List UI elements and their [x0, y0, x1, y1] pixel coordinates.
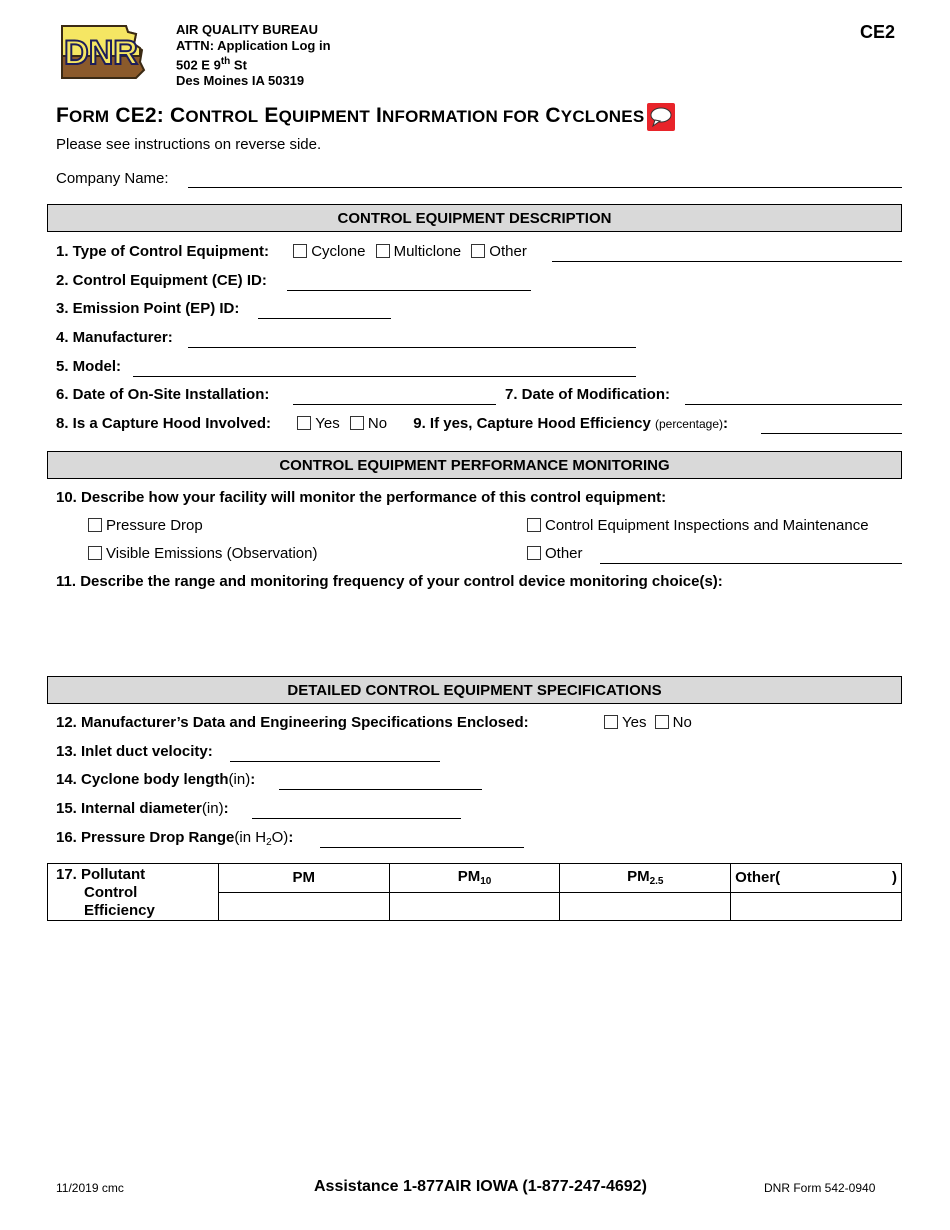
col-pm-text: PM: [292, 869, 316, 887]
visible-emissions-label: Visible Emissions (Observation): [106, 545, 318, 562]
q8-label: 8. Is a Capture Hood Involved:: [56, 415, 272, 432]
pressure-drop-option: [88, 515, 203, 537]
visible-emissions-checkbox[interactable]: [88, 546, 102, 560]
q11-label: 11. Describe the range and monitoring frequency of your control device monitoring choice(s):: [56, 573, 723, 590]
company-name-field[interactable]: [188, 187, 902, 188]
q2-label: 2. Control Equipment (CE) ID:: [56, 272, 267, 289]
pm25-efficiency-cell[interactable]: [560, 892, 731, 921]
street-number: 502 E 9: [176, 57, 221, 73]
q10-label: 10. Describe how your facility will monitor the performance of this control equipment:: [56, 489, 667, 506]
q13-row: [56, 741, 902, 763]
other-type-option-label: Other: [489, 243, 527, 260]
attn-line: ATTN: Application Log in: [176, 38, 331, 53]
q5-label: 5. Model:: [56, 358, 122, 375]
q16-unit: (in H: [234, 829, 267, 846]
title-seg: ORM: [69, 107, 110, 126]
cyclone-checkbox[interactable]: [293, 244, 307, 258]
q3-label: 3. Emission Point (EP) ID:: [56, 300, 240, 317]
q9-label: 9. If yes, Capture Hood Efficiency: [413, 415, 651, 432]
q14-unit: (in): [228, 771, 251, 788]
city-line: Des Moines IA 50319: [176, 73, 305, 89]
street-line: [176, 54, 331, 73]
q9-hint: (percentage): [654, 417, 724, 431]
title-seg: F: [56, 104, 70, 127]
form-code: CE2: [859, 22, 895, 42]
q4-label: 4. Manufacturer:: [56, 329, 173, 346]
hood-efficiency-field[interactable]: [761, 433, 902, 434]
pressure-drop-checkbox[interactable]: [88, 518, 102, 532]
table-label-line: Efficiency: [84, 902, 155, 919]
table-label-line: Control: [84, 884, 138, 901]
title-seg: I: [369, 104, 383, 127]
q12-row: [56, 712, 902, 734]
monitoring-description-area[interactable]: [56, 597, 902, 667]
body-length-field[interactable]: [279, 789, 482, 790]
q1-row: [56, 241, 902, 263]
title-seg: NFORMATION FOR: [382, 107, 540, 126]
instructions-note: Please see instructions on reverse side.: [56, 136, 322, 153]
pm-efficiency-cell[interactable]: [218, 892, 389, 921]
street-name: St: [230, 57, 247, 73]
visible-emissions-option: [88, 543, 317, 565]
specs-yes-label: Yes: [622, 714, 647, 731]
title-seg: YCLONES: [560, 107, 645, 126]
title-seg: C: [539, 104, 561, 127]
table-row-label: [48, 864, 219, 921]
q5-row: [56, 356, 902, 378]
q12-label: 12. Manufacturer’s Data and Engineering Specifications Enclosed:: [56, 714, 529, 731]
ce-id-field[interactable]: [287, 290, 531, 291]
agency-name: AIR QUALITY BUREAU: [176, 22, 319, 37]
other-type-checkbox[interactable]: [471, 244, 485, 258]
q16-unit-end: O): [271, 829, 289, 846]
modification-date-field[interactable]: [685, 404, 902, 405]
col-header-pm25: [560, 864, 731, 893]
col-other-open: Other(: [735, 869, 781, 887]
internal-diameter-field[interactable]: [252, 818, 461, 819]
q16-unit-sub: 2: [266, 837, 272, 848]
col-pm25-text: PM: [627, 868, 650, 886]
col-pm25-sub: 2.5: [649, 876, 664, 888]
q14-label: 14. Cyclone body length: [56, 771, 229, 788]
specs-no-checkbox[interactable]: [655, 715, 669, 729]
other-monitor-field[interactable]: [600, 563, 902, 564]
installation-date-field[interactable]: [293, 404, 496, 405]
q16-colon: :: [288, 829, 294, 846]
other-monitor-checkbox[interactable]: [527, 546, 541, 560]
title-seg: QUIPMENT: [278, 107, 370, 126]
specs-enclosed-options: [604, 712, 692, 734]
dnr-logo: [56, 22, 148, 82]
q13-label: 13. Inlet duct velocity:: [56, 743, 213, 760]
q16-label: 16. Pressure Drop Range: [56, 829, 235, 846]
pm10-efficiency-cell[interactable]: [389, 892, 560, 921]
multiclone-option-label: Multiclone: [393, 243, 462, 260]
footer-form-number: DNR Form 542-0940: [764, 1181, 876, 1195]
q16-row: [56, 827, 902, 849]
specs-yes-checkbox[interactable]: [604, 715, 618, 729]
inspections-option: [527, 515, 869, 537]
title-seg: E: [258, 104, 279, 127]
other-efficiency-cell[interactable]: [731, 892, 902, 921]
street-suffix: th: [220, 56, 231, 67]
pressure-range-field[interactable]: [320, 847, 524, 848]
table-header-row: [48, 864, 902, 893]
q6-label: 6. Date of On-Site Installation:: [56, 386, 270, 403]
specs-no-label: No: [672, 714, 692, 731]
col-other-close: ): [892, 869, 897, 886]
footer-assistance: Assistance 1-877AIR IOWA (1-877-247-4692): [314, 1178, 647, 1195]
multiclone-checkbox[interactable]: [376, 244, 390, 258]
q15-label: 15. Internal diameter: [56, 800, 202, 817]
footer-date: 11/2019 cmc: [56, 1181, 124, 1195]
q14-row: [56, 769, 902, 791]
comment-icon[interactable]: [647, 103, 675, 131]
col-header-other: [731, 864, 902, 893]
q7-label: 7. Date of Modification:: [505, 386, 670, 403]
company-name-label: Company Name:: [56, 170, 169, 187]
other-monitor-option: [527, 543, 583, 565]
col-pm10-text: PM: [457, 868, 481, 886]
q15-unit: (in): [201, 800, 224, 817]
section-header-monitoring: CONTROL EQUIPMENT PERFORMANCE MONITORING: [47, 451, 902, 479]
q3-row: [56, 298, 902, 320]
form-title: [56, 104, 644, 128]
agency-address: [176, 22, 331, 89]
q2-row: [56, 270, 902, 292]
logo-text: DNR: [64, 34, 138, 72]
col-header-pm10: [389, 864, 560, 893]
hood-yes-label: Yes: [315, 415, 340, 432]
ep-id-field[interactable]: [258, 318, 391, 319]
model-field[interactable]: [133, 376, 636, 377]
q15-row: [56, 798, 902, 820]
title-seg: ONTROL: [185, 107, 259, 126]
table-label-line: 17. Pollutant: [56, 866, 146, 883]
title-seg: C: [170, 104, 186, 127]
q1-label: 1. Type of Control Equipment:: [56, 243, 270, 260]
section-header-description: CONTROL EQUIPMENT DESCRIPTION: [47, 204, 902, 232]
q15-colon: :: [223, 800, 229, 817]
q8-row: [56, 413, 902, 435]
hood-no-label: No: [367, 415, 388, 432]
col-pm10-sub: 10: [480, 876, 492, 888]
other-monitor-label: Other: [545, 545, 583, 562]
section-header-specifications: DETAILED CONTROL EQUIPMENT SPECIFICATIONS: [47, 676, 902, 704]
inspections-checkbox[interactable]: [527, 518, 541, 532]
inlet-velocity-field[interactable]: [230, 761, 440, 762]
other-type-field[interactable]: [552, 261, 902, 262]
manufacturer-field[interactable]: [188, 347, 636, 348]
hood-yes-checkbox[interactable]: [297, 416, 311, 430]
cyclone-option-label: Cyclone: [311, 243, 366, 260]
col-header-pm: [218, 864, 389, 893]
title-seg: CE2:: [109, 104, 171, 127]
hood-no-checkbox[interactable]: [350, 416, 364, 430]
q9-colon: :: [723, 415, 729, 432]
pollutant-efficiency-table: [47, 863, 902, 921]
q6-row: [56, 384, 902, 406]
pressure-drop-label: Pressure Drop: [106, 517, 203, 534]
q14-colon: :: [250, 771, 256, 788]
inspections-label: Control Equipment Inspections and Maintenance: [545, 517, 869, 534]
q4-row: [56, 327, 902, 349]
